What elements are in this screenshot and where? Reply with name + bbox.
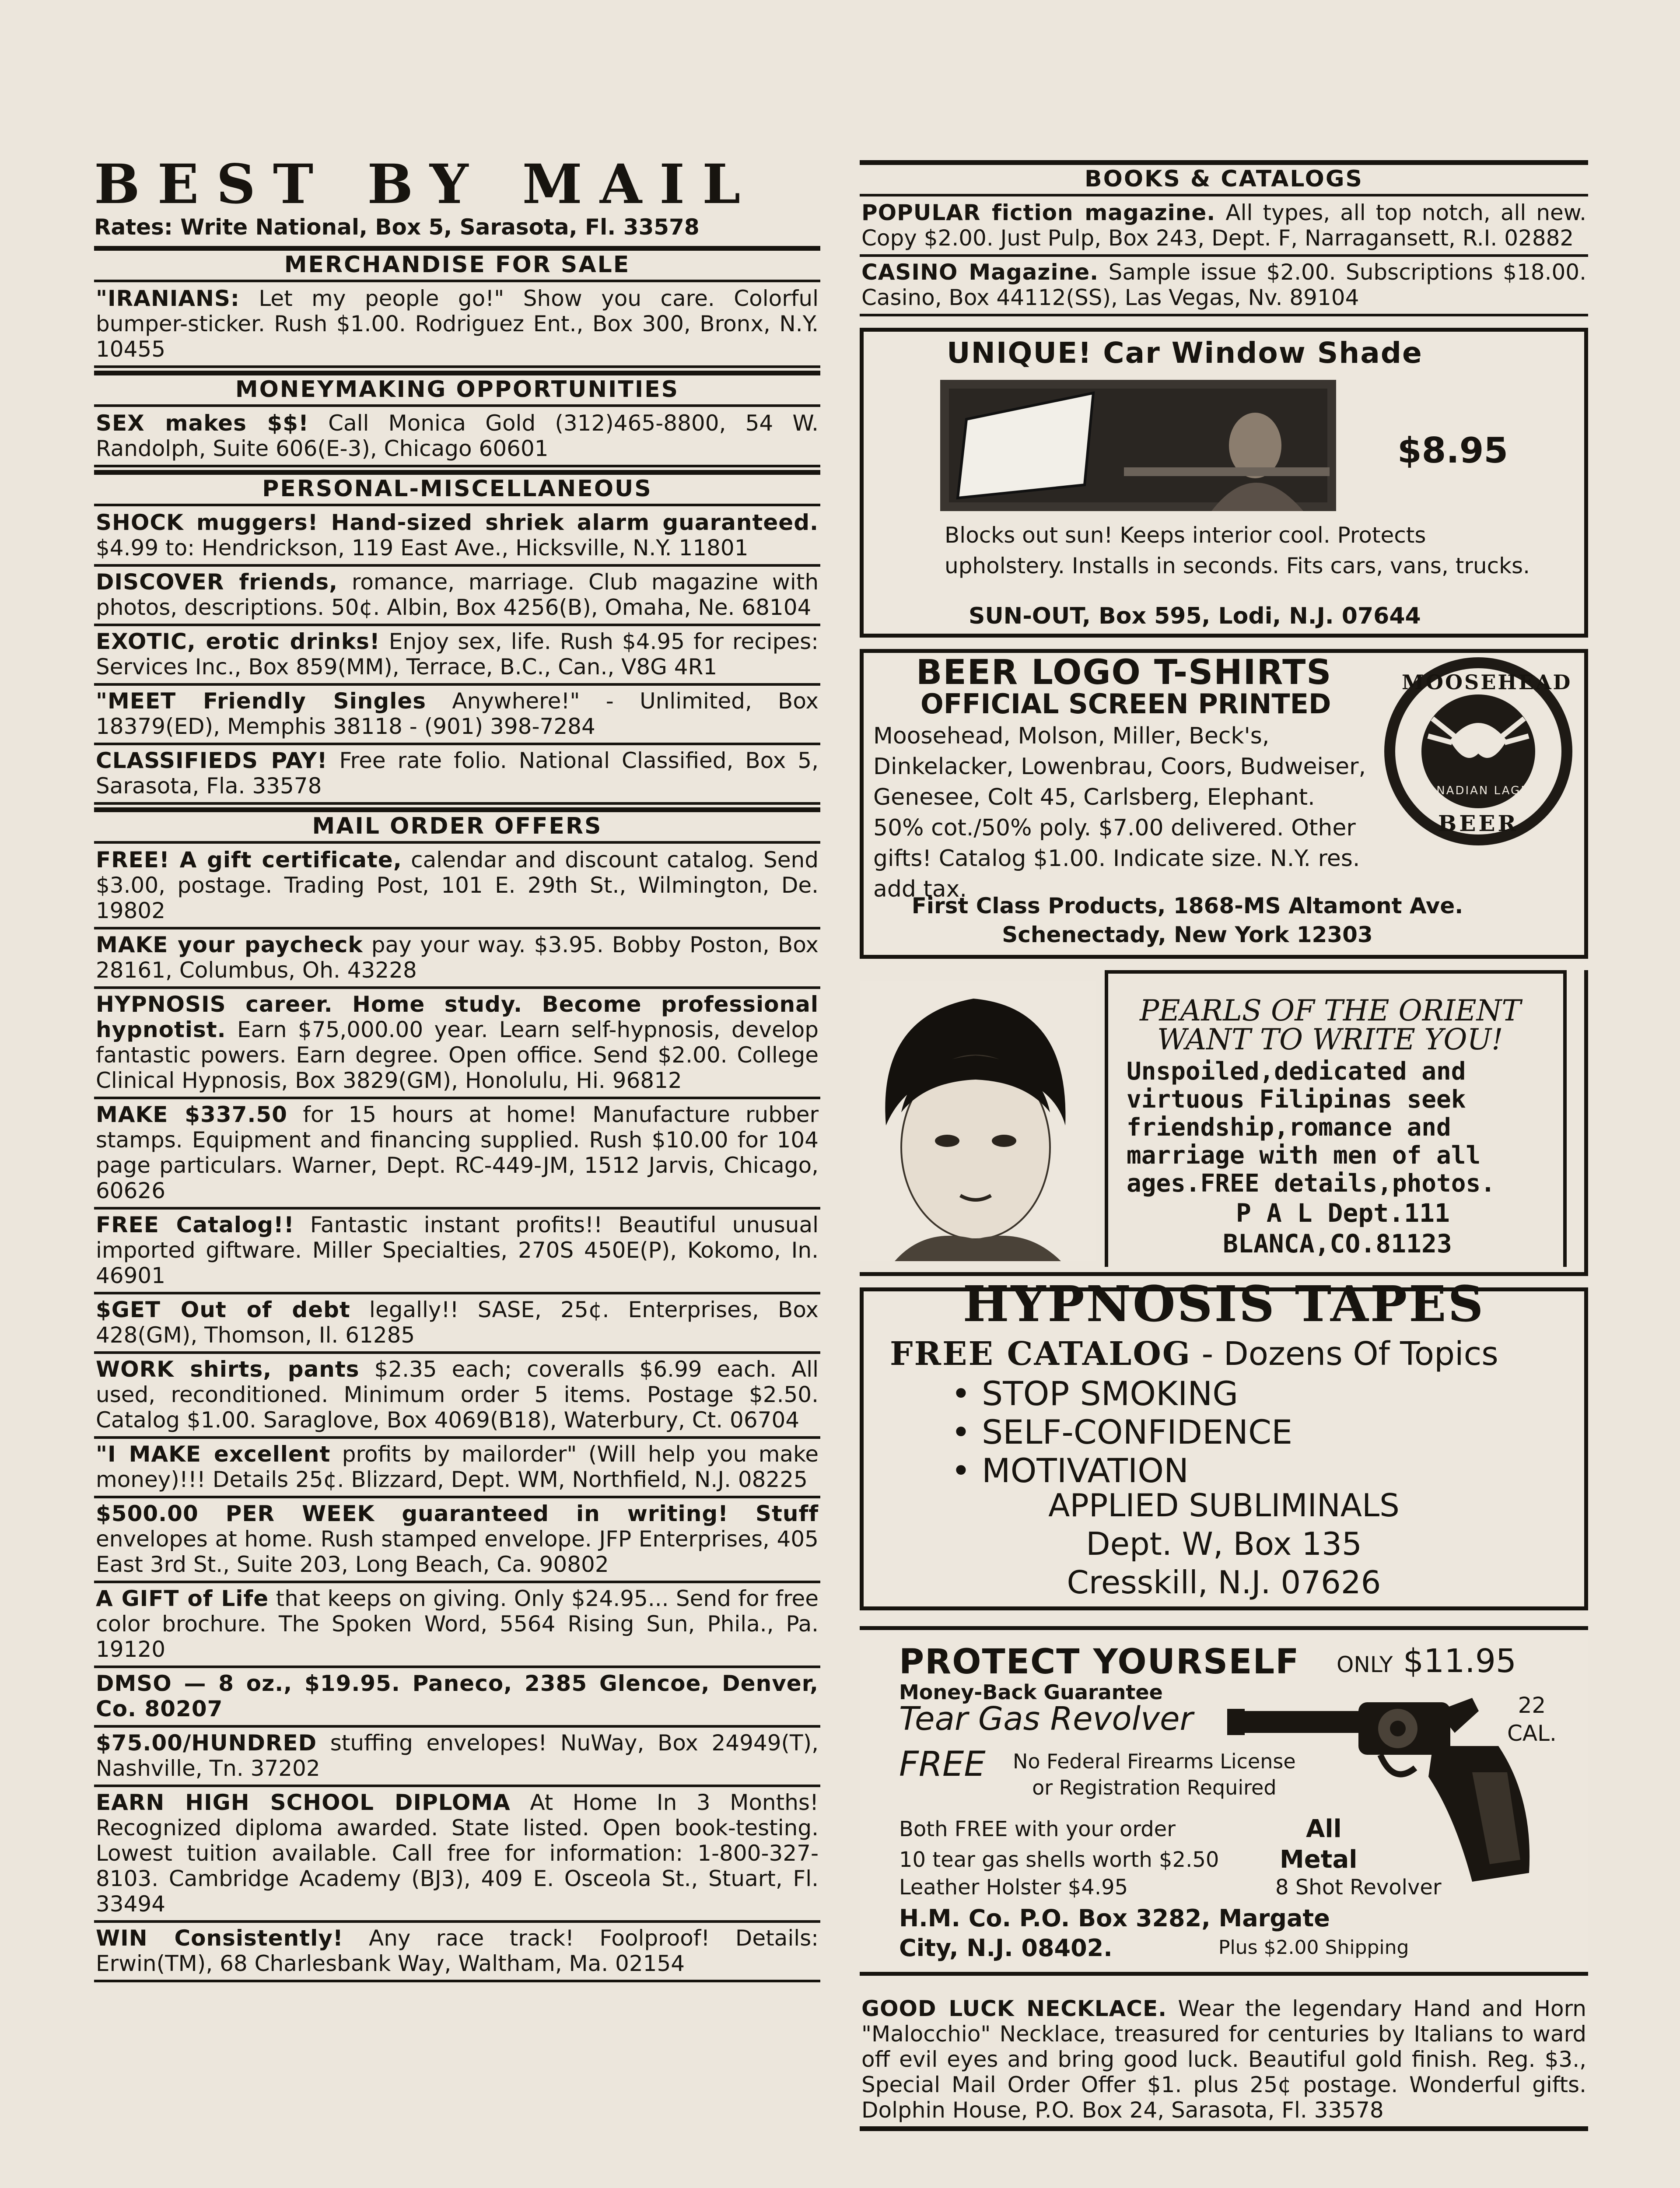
cal-line1: 22 xyxy=(1518,1693,1546,1718)
ad-text: Fantastic instant profits!! Beautiful unusual imported giftware. Miller Specialties, 270S 450E(P), Kokomo, In. 46901 xyxy=(96,1212,819,1288)
classified-ad xyxy=(94,1498,820,1583)
ad-lead: DMSO — 8 oz., $19.95. Paneco, 2385 Glencoe, Denver, Co. 80207 xyxy=(96,1671,819,1722)
hypnosis-tapes-ad xyxy=(860,1276,1588,1610)
classified-ad xyxy=(94,1439,820,1498)
hypno-addr-line3: Cresskill, N.J. 07626 xyxy=(1067,1564,1381,1601)
hypno-title: HYPNOSIS TAPES xyxy=(962,1276,1485,1333)
classified-ad xyxy=(860,197,1588,257)
pearls-addr-line1: P A L Dept.111 xyxy=(1236,1198,1450,1228)
ad-lead: MAKE $337.50 xyxy=(96,1102,287,1127)
protect-free: FREE xyxy=(899,1745,986,1784)
ad-text: pay your way. $3.95. Bobby Poston, Box 28161, Columbus, Oh. 43228 xyxy=(96,932,819,983)
ad-text: Call Monica Gold (312)465-8800, 54 W. Randolph, Suite 606(E-3), Chicago 60601 xyxy=(96,410,819,461)
rates-line: Rates: Write National, Box 5, Sarasota, Fl. 33578 xyxy=(94,214,700,240)
classified-ad xyxy=(94,989,820,1099)
ad-lead: SEX makes $$! xyxy=(96,410,309,436)
classified-ad xyxy=(94,1099,820,1210)
section-personal xyxy=(94,470,820,805)
ad-lead: EARN HIGH SCHOOL DIPLOMA xyxy=(96,1790,511,1815)
ad-text: stuffing envelopes! NuWay, Box 24949(T), Nashville, Tn. 37202 xyxy=(96,1730,819,1781)
ad-text: Enjoy sex, life. Rush $4.95 for recipes: Services Inc., Box 859(MM), Terrace, B.C., Can., V8G 4R1 xyxy=(96,629,819,680)
logo-text-mid: CANADIAN LAGER xyxy=(1418,784,1539,797)
divider xyxy=(860,1972,1588,1976)
classified-ad xyxy=(94,1787,820,1923)
ad-lead: GOOD LUCK NECKLACE. xyxy=(861,1996,1167,2021)
protect-offer xyxy=(899,1814,1219,1875)
section-books xyxy=(860,160,1588,316)
shade-title: UNIQUE! Car Window Shade xyxy=(947,336,1423,370)
pearls-head-line2: WANT TO WRITE YOU! xyxy=(1157,1023,1503,1056)
logo-text-top: MOOSEHEAD xyxy=(1402,670,1572,694)
list-item: • MOTIVATION xyxy=(951,1452,1292,1490)
hypno-sub-rest: - Dozens Of Topics xyxy=(1191,1335,1498,1373)
ad-text: Sample issue $2.00. Subscriptions $18.00. Casino, Box 44112(SS), Las Vegas, Nv. 89104 xyxy=(861,259,1587,310)
cal-line2: CAL. xyxy=(1507,1721,1557,1746)
left-column xyxy=(94,153,820,1982)
list-item: • STOP SMOKING xyxy=(951,1375,1292,1413)
ad-lead: $500.00 PER WEEK guaranteed in writing! Stuff xyxy=(96,1501,819,1526)
ad-text: calendar and discount catalog. Send $3.00, postage. Trading Post, 101 E. 29th St., Wilmington, De. 19802 xyxy=(96,847,819,923)
only-price: $11.95 xyxy=(1403,1642,1516,1680)
ad-lead: CASINO Magazine. xyxy=(861,259,1099,285)
section-heading: BOOKS & CATALOGS xyxy=(860,160,1588,196)
ad-lead: "I MAKE excellent xyxy=(96,1441,331,1467)
section-moneymaking xyxy=(94,371,820,467)
ad-lead: FREE! A gift certificate, xyxy=(96,847,402,873)
ad-lead: "MEET Friendly Singles xyxy=(96,688,427,714)
only-label: ONLY xyxy=(1337,1652,1393,1677)
ad-text: romance, marriage. Club magazine with photos, descriptions. 50¢. Albin, Box 4256(B), Omaha, Ne. 68104 xyxy=(96,569,819,620)
metal-label: Metal xyxy=(1280,1845,1358,1874)
pearls-head-line1: PEARLS OF THE ORIENT xyxy=(1140,994,1521,1027)
ad-text: profits by mailorder" (Will help you make money)!!! Details 25¢. Blizzard, Dept. WM, Northfield, N.J. 08225 xyxy=(96,1441,819,1492)
pearls-headline xyxy=(1140,996,1521,1054)
hm-line2: City, N.J. 08402. xyxy=(899,1934,1113,1962)
beer-title: BEER LOGO T-SHIRTS xyxy=(916,653,1332,692)
classified-ad xyxy=(94,1668,820,1728)
ad-lead: WIN Consistently! xyxy=(96,1925,343,1951)
ad-lead: EXOTIC, erotic drinks! xyxy=(96,629,380,654)
protect-holster: Leather Holster $4.95 xyxy=(899,1875,1128,1900)
classified-ad xyxy=(94,1583,820,1668)
ad-text: for 15 hours at home! Manufacture rubber stamps. Equipment and financing supplied. Rush $10.00 for 104 page particulars. Warner, Dept. RC-449-JM, 1512 Jarvis, Chicago, 60626 xyxy=(96,1102,819,1203)
hm-line1: H.M. Co. P.O. Box 3282, Margate xyxy=(899,1904,1330,1932)
car-window-photo xyxy=(940,380,1336,511)
classified-ad xyxy=(94,507,820,567)
offer-line1: Both FREE with your order xyxy=(899,1817,1176,1841)
ad-lead: $75.00/HUNDRED xyxy=(96,1730,317,1756)
ad-lead: DISCOVER friends, xyxy=(96,569,338,595)
all-label: All xyxy=(1306,1815,1342,1843)
classified-ad xyxy=(94,845,820,929)
classified-ad xyxy=(94,626,820,686)
classified-ad xyxy=(94,1354,820,1439)
ad-text: $4.99 to: Hendrickson, 119 East Ave., Hicksville, N.Y. 11801 xyxy=(96,535,749,561)
classified-ad xyxy=(860,257,1588,316)
ad-text: Let my people go!" Show you care. Colorful bumper-sticker. Rush $1.00. Rodriguez Ent., Box 300, Bronx, N.Y. 10455 xyxy=(96,286,819,362)
ad-text: Free rate folio. National Classified, Box 5, Sarasota, Fla. 33578 xyxy=(96,748,819,799)
logo-text-bottom: BEER xyxy=(1438,810,1519,836)
protect-all-metal xyxy=(1280,1814,1357,1875)
classified-ad xyxy=(94,686,820,745)
protect-price xyxy=(1337,1642,1516,1680)
portrait-photo xyxy=(860,981,1096,1261)
section-mail-order xyxy=(94,807,820,1982)
ad-lead: POPULAR fiction magazine. xyxy=(861,200,1216,225)
pearls-addr-line2: BLANCA,CO.81123 xyxy=(1223,1229,1452,1259)
protect-yourself-ad xyxy=(860,1626,1588,1976)
classified-ad xyxy=(94,1210,820,1294)
classified-ad xyxy=(94,283,820,368)
shade-body: Blocks out sun! Keeps interior cool. Protects upholstery. Installs in seconds. Fits cars, vans, trucks. xyxy=(945,522,1530,579)
ad-lead: WORK shirts, pants xyxy=(96,1357,360,1382)
ad-lead: SHOCK muggers! Hand-sized shriek alarm guaranteed. xyxy=(96,510,819,535)
classified-ad xyxy=(860,1993,1588,2131)
classified-ad xyxy=(94,745,820,805)
pearls-body: Unspoiled,dedicated and virtuous Filipinas seek friendship,romance and marriage with men of all ages.FREE details,photos. xyxy=(1127,1057,1495,1198)
ad-text: All types, all top notch, all new. Copy $2.00. Just Pulp, Box 243, Dept. F, Narragansett, R.I. 02882 xyxy=(861,200,1586,251)
ad-lead: HYPNOSIS career. Home study. Become professional hypnotist. xyxy=(96,992,819,1042)
beer-address-line1: First Class Products, 1868-MS Altamont Ave. xyxy=(911,893,1463,919)
classified-ad xyxy=(94,567,820,626)
classified-ad xyxy=(94,1728,820,1787)
ad-lead: MAKE your paycheck xyxy=(96,932,363,957)
ad-text: Any race track! Foolproof! Details: Erwin(TM), 68 Charlesbank Way, Waltham, Ma. 02154 xyxy=(96,1925,819,1976)
hypno-sub-bold: FREE CATALOG xyxy=(890,1335,1191,1373)
ad-lead: $GET Out of debt xyxy=(96,1297,350,1322)
hypno-addr-line2: Dept. W, Box 135 xyxy=(1086,1525,1362,1562)
section-heading: MAIL ORDER OFFERS xyxy=(94,807,820,844)
hypno-topic-list xyxy=(951,1375,1292,1490)
section-heading: MONEYMAKING OPPORTUNITIES xyxy=(94,371,820,407)
section-heading: PERSONAL-MISCELLANEOUS xyxy=(94,470,820,506)
protect-title: PROTECT YOURSELF xyxy=(899,1642,1300,1682)
right-column xyxy=(860,158,1588,2131)
window-shade-ad xyxy=(860,328,1588,638)
protect-caliber xyxy=(1507,1691,1557,1747)
ad-text: envelopes at home. Rush stamped envelope. JFP Enterprises, 405 East 3rd St., Suite 203, Long Beach, Ca. 90802 xyxy=(96,1526,819,1577)
classified-ad xyxy=(94,1294,820,1354)
ad-text: legally!! SASE, 25¢. Enterprises, Box 428(GM), Thomson, Il. 61285 xyxy=(96,1297,819,1348)
hypno-address xyxy=(864,1486,1584,1602)
ad-lead: A GIFT of Life xyxy=(96,1586,269,1611)
ad-text: Wear the legendary Hand and Horn "Malocchio" Necklace, treasured for centuries by Italians to ward off evil eyes and bring good luck. Beautiful gold finish. Reg. $3., Special Mail Order Offer $1. plus 25¢ postage. Wonderful gifts. Dolphin House, P.O. Box 24, Sarasota, Fl. 33578 xyxy=(861,1996,1586,2123)
license-line2: or Registration Required xyxy=(1032,1776,1277,1799)
protect-product: Tear Gas Revolver xyxy=(899,1700,1193,1738)
classified-ad xyxy=(94,929,820,989)
ad-text: that keeps on giving. Only $24.95... Send for free color brochure. The Spoken Word, 5564 Rising Sun, Phila., Pa. 19120 xyxy=(96,1586,819,1662)
beer-shirts-ad xyxy=(860,649,1588,959)
shade-price: $8.95 xyxy=(1397,430,1508,471)
ad-text: At Home In 3 Months! Recognized diploma awarded. State listed. Open book-testing. Lowest tuition available. Call free for information: 1-800-327-8103. Cambridge Academy (BJ3), 409 E. Osceola St., Stuart, Fl. 33494 xyxy=(96,1790,819,1917)
list-item: • SELF-CONFIDENCE xyxy=(951,1413,1292,1452)
ad-lead: FREE Catalog!! xyxy=(96,1212,294,1238)
section-heading: MERCHANDISE FOR SALE xyxy=(94,246,820,282)
ad-text: $2.35 each; coveralls $6.99 each. All used, reconditioned. Minimum order 5 items. Postage $2.50. Catalog $1.00. Saraglove, Box 4069(B18), Waterbury, Ct. 06704 xyxy=(96,1357,819,1433)
protect-shipping: Plus $2.00 Shipping xyxy=(1218,1936,1409,1959)
pearls-address xyxy=(1223,1198,1452,1259)
offer-line2: 10 tear gas shells worth $2.50 xyxy=(899,1848,1219,1872)
revolver-picture xyxy=(1227,1685,1533,1886)
hypno-addr-line1: APPLIED SUBLIMINALS xyxy=(1048,1487,1400,1524)
classified-ad xyxy=(94,1923,820,1982)
ad-text: Anywhere!" - Unlimited, Box 18379(ED), Memphis 38118 - (901) 398-7284 xyxy=(96,688,819,739)
ad-text: Earn $75,000.00 year. Learn self-hypnosis, develop fantastic powers. Earn degree. Open office. Send $2.00. College Clinical Hypnosis, Box 3829(GM), Honolulu, Hi. 96812 xyxy=(96,1017,819,1093)
ad-lead: "IRANIANS: xyxy=(96,286,240,311)
beer-address xyxy=(864,891,1511,949)
protect-guarantee: Money-Back Guarantee xyxy=(899,1680,1163,1704)
beer-address-line2: Schenectady, New York 12303 xyxy=(1002,922,1373,947)
pearls-orient-ad xyxy=(860,970,1588,1276)
classified-ad xyxy=(94,408,820,467)
protect-shot: 8 Shot Revolver xyxy=(1275,1875,1442,1900)
section-merchandise xyxy=(94,246,820,368)
license-line1: No Federal Firearms License xyxy=(1013,1750,1296,1773)
beer-body: Moosehead, Molson, Miller, Beck's, Dinkelacker, Lowenbrau, Coors, Budweiser, Genesee, Colt 45, Carlsberg, Elephant. 50% cot./50% poly. $7.00 delivered. Other gifts! Catalog $1.00. Indicate size. N.Y. res. add tax. xyxy=(873,723,1366,902)
masthead-title: BEST BY MAIL xyxy=(94,153,758,216)
beer-subtitle: OFFICIAL SCREEN PRINTED xyxy=(920,688,1331,720)
hypno-subtitle xyxy=(890,1335,1498,1373)
shade-address: SUN-OUT, Box 595, Lodi, N.J. 07644 xyxy=(969,603,1421,629)
ad-lead: CLASSIFIEDS PAY! xyxy=(96,748,328,773)
